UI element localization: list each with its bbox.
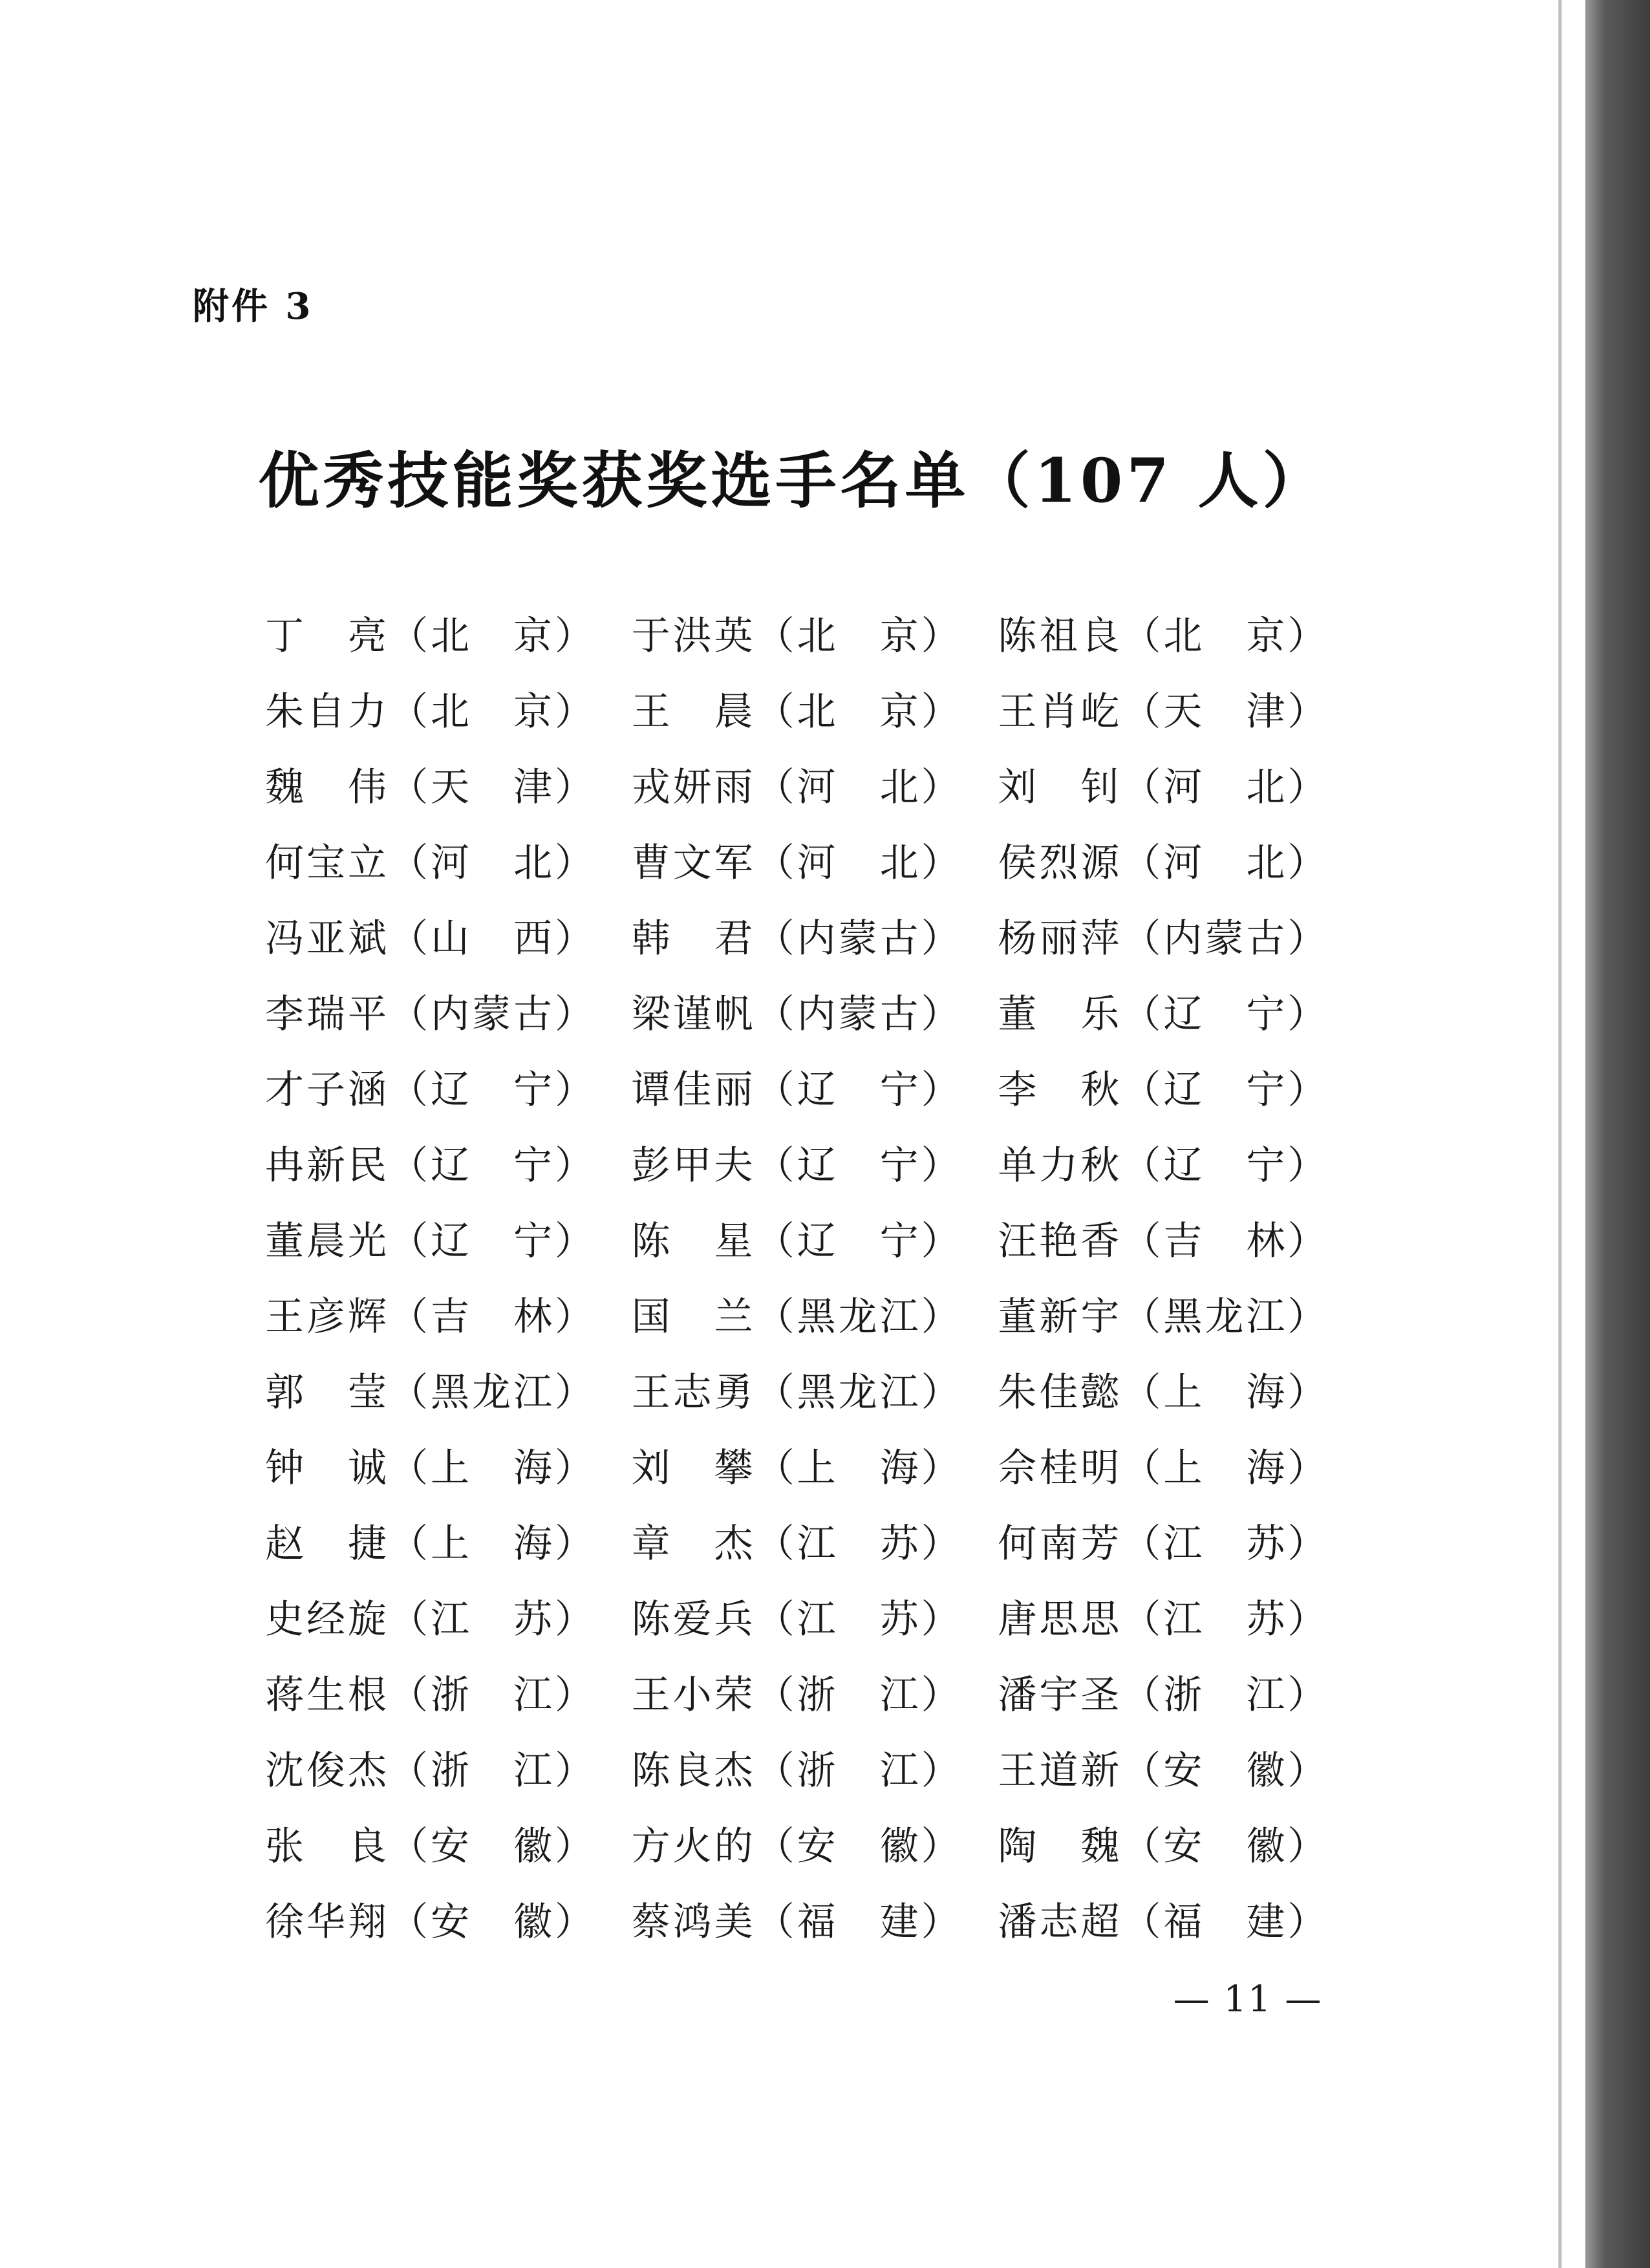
table-row [265,1200,1364,1276]
list-item: 方火的（安 徽） [631,1823,963,1869]
list-item: 侯烈源（河 北） [998,840,1329,886]
list-item: 陈祖良（北 京） [998,613,1329,659]
table-row [265,1351,1364,1427]
list-item: 刘 钊（河 北） [998,764,1329,810]
list-item: 于洪英（北 京） [631,613,963,659]
list-item: 徐华翔（安 徽） [265,1899,596,1945]
page-edge-line [1558,0,1562,2268]
table-row [265,1503,1364,1578]
winner-name-list [265,595,1364,1956]
page-title: 优秀技能奖获奖选手名单（107 人） [258,445,1327,517]
list-item: 钟 诚（上 海） [265,1445,596,1491]
scan-edge-shadow [1585,0,1650,2268]
table-row [265,1578,1364,1654]
table-row [265,1729,1364,1805]
table-row [265,1049,1364,1124]
list-item: 沈俊杰（浙 江） [265,1748,596,1793]
list-item: 丁 亮（北 京） [265,613,596,659]
list-item: 蔡鸿美（福 建） [631,1899,963,1945]
list-item: 董新宇（黑龙江） [998,1294,1329,1340]
table-row [265,1276,1364,1351]
list-item: 潘宇圣（浙 江） [998,1672,1329,1718]
list-item: 董晨光（辽 宁） [265,1218,596,1264]
table-row [265,1124,1364,1200]
list-item: 冯亚斌（山 西） [265,915,596,961]
list-item: 王道新（安 徽） [998,1748,1329,1793]
list-item: 谭佳丽（辽 宁） [631,1067,963,1113]
table-row [265,897,1364,973]
list-item: 郭 莹（黑龙江） [265,1369,596,1415]
list-item: 佘桂明（上 海） [998,1445,1329,1491]
list-item: 何宝立（河 北） [265,840,596,886]
table-row [265,1654,1364,1729]
list-item: 国 兰（黑龙江） [631,1294,963,1340]
list-item: 刘 攀（上 海） [631,1445,963,1491]
list-item: 何南芳（江 苏） [998,1521,1329,1567]
list-item: 王志勇（黑龙江） [631,1369,963,1415]
list-item: 陈良杰（浙 江） [631,1748,963,1793]
list-item: 王肖屹（天 津） [998,689,1329,734]
list-item: 魏 伟（天 津） [265,764,596,810]
table-row [265,973,1364,1049]
list-item: 李 秋（辽 宁） [998,1067,1329,1113]
table-row [265,670,1364,746]
list-item: 韩 君（内蒙古） [631,915,963,961]
table-row [265,746,1364,822]
table-row [265,1881,1364,1956]
table-row [265,1805,1364,1881]
list-item: 王小荣（浙 江） [631,1672,963,1718]
list-item: 唐思思（江 苏） [998,1596,1329,1642]
list-item: 张 良（安 徽） [265,1823,596,1869]
list-item: 李瑞平（内蒙古） [265,991,596,1037]
list-item: 陈 星（辽 宁） [631,1218,963,1264]
list-item: 王 晨（北 京） [631,689,963,734]
list-item: 单力秋（辽 宁） [998,1142,1329,1188]
table-row [265,595,1364,670]
list-item: 赵 捷（上 海） [265,1521,596,1567]
list-item: 史经旋（江 苏） [265,1596,596,1642]
list-item: 彭甲夫（辽 宁） [631,1142,963,1188]
table-row [265,1427,1364,1503]
list-item: 杨丽萍（内蒙古） [998,915,1329,961]
attachment-label: 附件 3 [193,285,314,328]
list-item: 陈爱兵（江 苏） [631,1596,963,1642]
list-item: 董 乐（辽 宁） [998,991,1329,1037]
table-row [265,822,1364,897]
list-item: 曹文军（河 北） [631,840,963,886]
list-item: 汪艳香（吉 林） [998,1218,1329,1264]
list-item: 王彦辉（吉 林） [265,1294,596,1340]
list-item: 章 杰（江 苏） [631,1521,963,1567]
list-item: 潘志超（福 建） [998,1899,1329,1945]
list-item: 戎妍雨（河 北） [631,764,963,810]
list-item: 朱自力（北 京） [265,689,596,734]
list-item: 朱佳懿（上 海） [998,1369,1329,1415]
page-number: — 11 — [1173,1978,1323,2020]
list-item: 冉新民（辽 宁） [265,1142,596,1188]
list-item: 陶 魏（安 徽） [998,1823,1329,1869]
list-item: 蒋生根（浙 江） [265,1672,596,1718]
list-item: 梁谨帆（内蒙古） [631,991,963,1037]
list-item: 才子涵（辽 宁） [265,1067,596,1113]
